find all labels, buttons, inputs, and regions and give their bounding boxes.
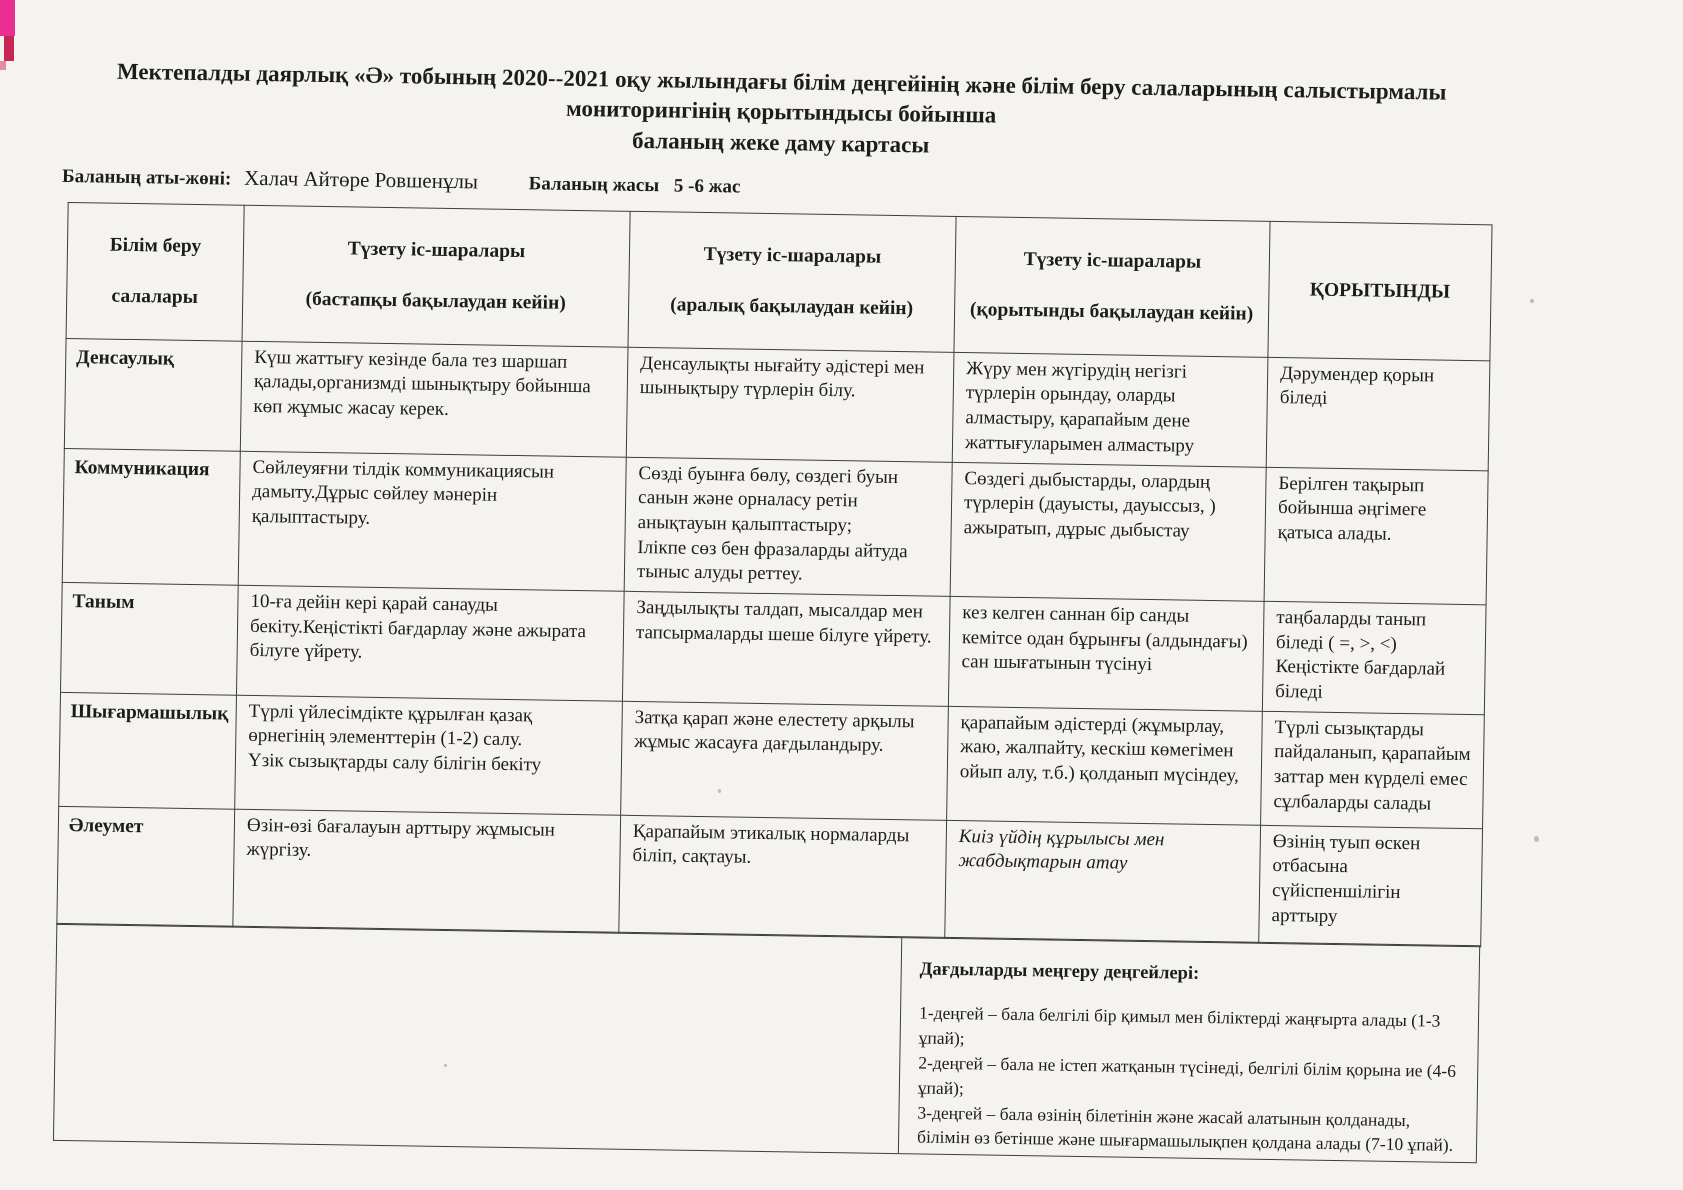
title-line-3: баланың жеке даму картасы (631, 127, 930, 158)
domain-cell: Шығармашылық (59, 692, 237, 809)
header-line: ҚОРЫТЫНДЫ (1309, 279, 1451, 303)
table-footer-row (53, 923, 1480, 1163)
levels-heading: Дағдыларды меңгеру деңгейлері: (919, 959, 1200, 984)
final-correction-cell: қарапайым әдістерді (жұмырлау, жаю, жалпайту, кескіш көмегімен ойып алу, т.б.) қолданып мүсіндеу, (947, 706, 1263, 825)
scan-speck (1534, 836, 1539, 842)
conclusion-cell: Өзінің туып өскен отбасына сүйіспеншілігін арттыру (1259, 825, 1483, 946)
header-line: Білім беру (109, 235, 202, 258)
child-name-label: Баланың аты-жөні: (61, 165, 232, 190)
child-age-value: 5 -6 жас (673, 175, 741, 198)
header-line: (қорытынды бақылаудан кейін) (969, 299, 1254, 325)
level-1-description: 1-деңгей – бала белгілі бір қимыл мен біліктерді жаңғырта алады (1-3 ұпай); (918, 1002, 1441, 1049)
document-content (53, 56, 1494, 1163)
domain-cell: Таным (61, 582, 239, 695)
header-line: (бастапқы бақылаудан кейін) (305, 288, 566, 314)
initial-correction-cell: Сөйлеуяғни тілдік коммуникациясын дамыту.Дұрыс сөйлеу мәнерін қалыптастыру. (238, 451, 626, 591)
final-correction-cell: кез келген саннан бір санды кемітсе одан бұрынғы (алдындағы) сан шығатынын түсінуі (948, 596, 1264, 711)
initial-correction-cell: 10-ға дейін кері қарай санауды бекіту.Кеңістікті бағдарлау және ажырата білуге үйрету. (236, 585, 624, 701)
child-info (62, 163, 1492, 210)
header-education-areas (66, 203, 244, 341)
header-line: салалары (111, 285, 199, 309)
table-row-kommunikatsiya (62, 448, 1488, 605)
conclusion-cell: таңбаларды танып біледі ( =, >, <) Кеңістікте бағдарлай біледі (1262, 601, 1486, 714)
scan-speck (1530, 299, 1534, 303)
table-header-row (66, 203, 1492, 361)
domain-cell: Денсаулық (64, 338, 242, 451)
conclusion-cell: Түрлі сызықтарды пайдаланып, қарапайым заттар мен күрделі емес сұлбаларды салады (1261, 711, 1485, 828)
scanner-mark-pink-small (0, 61, 6, 70)
document-title (69, 56, 1494, 169)
header-line: Түзету іс-шаралары (1023, 249, 1202, 274)
table-row-shygarmashylyk (59, 692, 1485, 828)
middle-correction-cell: Сөзді буынға бөлу, сөздегі буын санын және орналасу ретін анықтауын қалыптастыру; Ілікпе сөз бен фразаларды айтуда тыныс алуды реттеу. (624, 457, 952, 597)
child-name-value: Халач Айтөре Ровшенұлы (243, 165, 479, 194)
final-correction-cell: Киіз үйдің құрылысы мен жабдықтарын атау (945, 820, 1261, 943)
initial-correction-cell: Күш жаттығу кезінде бала тез шаршап қалады,организмді шынықтыру бойынша көп жұмыс жасау керек. (240, 341, 628, 457)
middle-correction-cell: Заңдылықты талдап, мысалдар мен тапсырмаларды шеше білуге үйрету. (622, 591, 950, 706)
header-conclusion (1268, 221, 1492, 360)
domain-cell: Әлеумет (57, 806, 235, 927)
scanner-mark-pink (0, 0, 15, 36)
child-age-label: Баланың жасы (528, 173, 660, 197)
header-line: Түзету іс-шаралары (703, 244, 882, 269)
conclusion-cell: Дәрумендер қорын біледі (1266, 357, 1490, 470)
level-3-description: 3-деңгей – бала өзінің білетінін және жасай алатынын қолданады, білімін өз бетінше және шығармашылықпен қолдана алады (7-10 ұпай). (916, 1101, 1454, 1156)
scanner-mark-red (4, 36, 14, 61)
conclusion-cell: Берілген тақырып бойынша әңгімеге қатыса алады. (1264, 467, 1488, 605)
empty-footer-cell (54, 924, 902, 1153)
final-correction-cell: Жүру мен жүгірудің негізгі түрлерін орындау, оларды алмастыру, қарапайым дене жаттығуларымен алмастыру (952, 352, 1268, 467)
header-line: Түзету іс-шаралары (347, 238, 526, 263)
initial-correction-cell: Түрлі үйлесімдікте құрылған қазақ өрнегінің элементтерін (1-2) салу. Үзік сызықтарды салу білігін бекіту (235, 695, 623, 815)
skill-levels-cell (899, 937, 1479, 1162)
header-correction-final (954, 217, 1270, 358)
domain-cell: Коммуникация (62, 448, 240, 585)
middle-correction-cell: Затқа қарап және елестету арқылы жұмыс жасауға дағдыландыру. (621, 701, 949, 820)
middle-correction-cell: Қарапайым этикалық нормаларды біліп, сақтауы. (619, 815, 947, 938)
title-line-1: Мектепалды даярлық «Ә» тобының 2020--2021 оқу жылындағы білім деңгейінің және білім беру салаларының салыстырмалы (116, 58, 1447, 105)
header-line: (аралық бақылаудан кейін) (669, 294, 914, 320)
header-correction-initial (242, 205, 630, 347)
final-correction-cell: Сөздегі дыбыстарды, олардың түрлерін (дауысты, дауыссыз, ) ажыратып, дұрыс дыбыстау (950, 462, 1266, 601)
development-table (56, 202, 1492, 947)
title-line-2: мониторингінің қорытындысы бойынша (565, 96, 997, 128)
middle-correction-cell: Денсаулықты нығайту әдістері мен шынықтыру түрлерін білу. (626, 347, 954, 462)
header-correction-middle (628, 211, 956, 352)
level-2-description: 2-деңгей – бала не істеп жатқанын түсінеді, белгілі білім қорына ие (4-6 ұпай); (917, 1052, 1457, 1098)
initial-correction-cell: Өзін-өзі бағалауын арттыру жұмысын жүргізу. (233, 809, 621, 933)
